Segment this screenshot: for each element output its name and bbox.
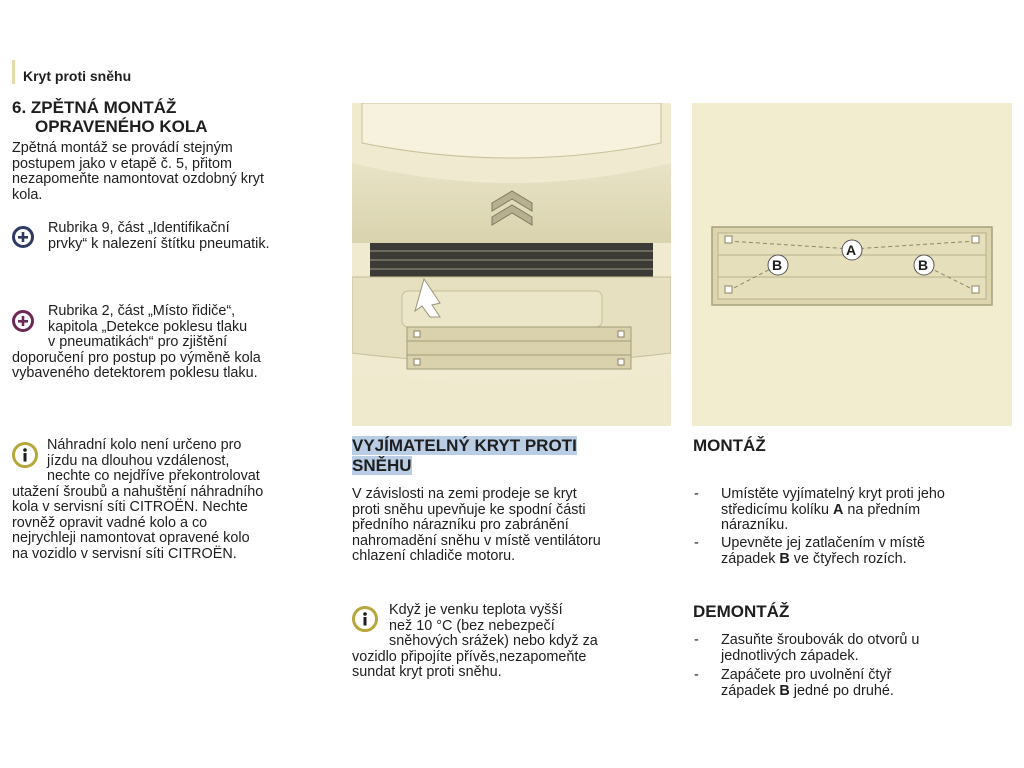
page-header-title: Kryt proti sněhu: [23, 68, 132, 84]
text-line: Rubrika 9, část „Identifikační: [48, 220, 230, 236]
info-note-temperature: [352, 603, 682, 681]
text-fragment: středicímu kolíku: [721, 501, 833, 518]
text-line: proti sněhu upevňuje ke spodní části: [352, 501, 586, 518]
text-line: kola v servisní síti CITROËN. Nechte: [12, 499, 248, 515]
snow-cover-diagram: [692, 103, 1012, 426]
text-line: V závislosti na zemi prodeje se kryt: [352, 486, 577, 502]
snow-cover-heading-line1: [352, 436, 577, 455]
text-line: nechte co nejdříve překontrolovat: [47, 468, 260, 484]
text-line: Umístěte vyjímatelný kryt proti jeho: [721, 486, 945, 502]
text-line: Zpětná montáž se provádí stejným: [12, 140, 233, 156]
key-letter: B: [779, 682, 790, 699]
text-fragment: západek: [721, 550, 780, 567]
text-line: Zapáčete pro uvolnění čtyř: [721, 667, 892, 683]
diagram-label-a: A: [846, 242, 857, 258]
text-line: kapitola „Detekce poklesu tlaku: [48, 318, 248, 335]
left-paragraph: [12, 141, 342, 203]
montaz-title: MONTÁŽ: [693, 436, 766, 455]
text-line: sundat kryt proti sněhu.: [352, 664, 502, 680]
list-dash: -: [694, 667, 699, 683]
text-line: předního nárazníku pro zabránění: [352, 517, 569, 533]
text-fragment: ve čtyřech rozích.: [789, 550, 907, 567]
text-line: Když je venku teplota vyšší: [389, 602, 563, 618]
info-note-spare-wheel: [12, 438, 352, 562]
text-fragment: jedné po druhé.: [789, 682, 894, 699]
key-letter: A: [832, 501, 844, 518]
text-line: postupem jako v etapě č. 5, přitom: [12, 155, 232, 172]
diagram-label-b-left: B: [772, 257, 783, 273]
key-letter: B: [779, 550, 790, 567]
heading-highlight: SNĚHU: [352, 456, 412, 475]
text-line: nejrychleji namontovat opravené kolo: [12, 530, 250, 546]
text-line: Upevněte jej zatlačením v místě: [721, 535, 925, 551]
snow-cover-paragraph: [352, 487, 682, 565]
text-line: v pneumatikách“ pro zjištění: [48, 334, 228, 350]
text-fragment: západek: [721, 682, 780, 699]
text-line: [721, 503, 1011, 519]
text-line: Zasuňte šroubovák do otvorů u: [721, 632, 920, 648]
section-title-line2: OPRAVENÉHO KOLA: [35, 117, 208, 136]
list-dash: -: [694, 632, 699, 648]
text-line: [721, 552, 1011, 568]
section-title-line1: 6. ZPĚTNÁ MONTÁŽ: [12, 98, 177, 117]
reference-note-identification: [48, 221, 348, 252]
text-line: prvky“ k nalezení štítku pneumatik.: [48, 235, 270, 252]
text-line: na vozidlo v servisní síti CITROËN.: [12, 545, 237, 562]
text-line: vozidlo připojíte přívěs,nezapomeňte: [352, 648, 587, 665]
header-accent-bar: [12, 60, 15, 84]
demontaz-title: DEMONTÁŽ: [693, 602, 790, 621]
text-line: jednotlivých západek.: [721, 647, 859, 664]
text-line: nezapomeňte namontovat ozdobný kryt: [12, 171, 264, 187]
text-line: Náhradní kolo není určeno pro: [47, 437, 242, 453]
text-line: chlazení chladiče motoru.: [352, 548, 516, 564]
text-line: než 10 °C (bez nebezpečí: [389, 617, 555, 634]
heading-highlight: VYJÍMATELNÝ KRYT PROTI: [352, 436, 577, 455]
diagram-label-b-right: B: [918, 257, 929, 273]
text-line: vybaveného detektorem poklesu tlaku.: [12, 365, 258, 381]
text-line: utažení šroubů a nahuštění náhradního: [12, 483, 264, 500]
text-line: nárazníku.: [721, 517, 789, 533]
text-line: jízdu na dlouhou vzdálenost,: [47, 452, 230, 469]
plus-reference-icon: [12, 226, 34, 248]
text-line: doporučení pro postup po výměně kola: [12, 349, 261, 366]
text-line: nahromadění sněhu v místě ventilátoru: [352, 532, 601, 549]
text-fragment: na předním: [843, 501, 921, 518]
list-dash: -: [694, 535, 699, 551]
text-line: Rubrika 2, část „Místo řidiče“,: [48, 303, 236, 319]
text-line: [721, 684, 1011, 700]
text-line: kola.: [12, 186, 43, 203]
text-line: sněhových srážek) nebo když za: [389, 633, 598, 649]
car-front-illustration: [352, 103, 671, 426]
text-line: rovněž opravit vadné kolo a co: [12, 514, 208, 531]
list-dash: -: [694, 486, 699, 502]
reference-note-pressure: [12, 304, 352, 382]
snow-cover-heading-line2: [352, 456, 412, 475]
